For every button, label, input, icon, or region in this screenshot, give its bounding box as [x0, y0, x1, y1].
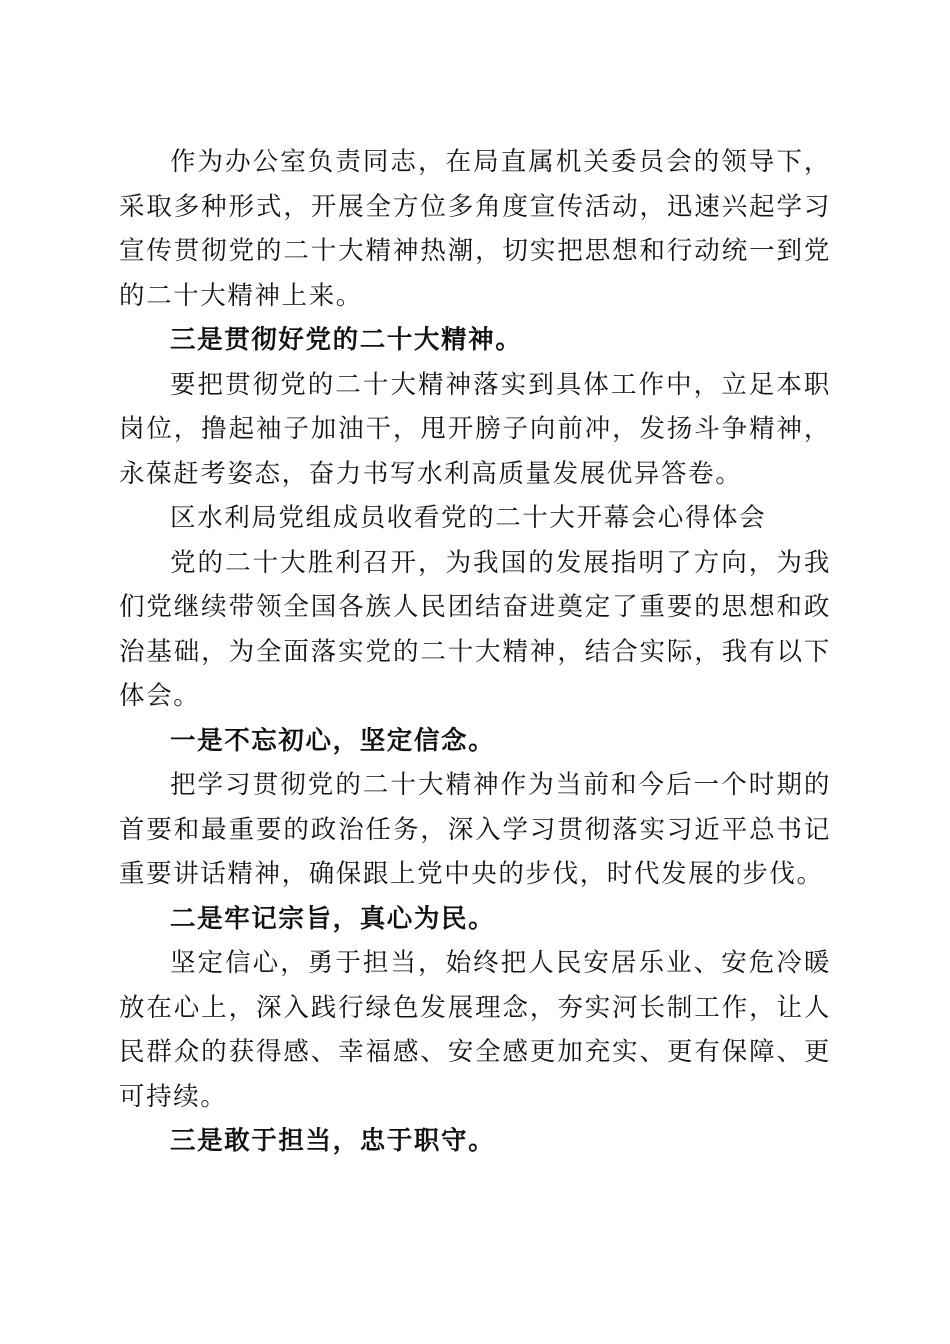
paragraph-people-wellbeing: 坚定信心，勇于担当，始终把人民安居乐业、安危冷暖放在心上，深入践行绿色发展理念，夯实河长制工作，让人民群众的获得感、幸福感、安全感更加充实、更有保障、更可持续。 — [119, 948, 831, 1112]
heading-serve-people: 二是牢记宗旨，真心为民。 — [170, 903, 496, 934]
heading-take-responsibility: 三是敢于担当，忠于职守。 — [170, 1126, 496, 1156]
heading-original-aspiration: 一是不忘初心，坚定信念。 — [170, 725, 496, 756]
paragraph-political-task: 把学习贯彻党的二十大精神作为当前和今后一个时期的首要和最重要的政治任务，深入学习贯彻落实习近平总书记重要讲话精神，确保跟上党中央的步伐，时代发展的步伐。 — [119, 770, 831, 889]
document-body — [119, 140, 831, 1164]
section-title-water-bureau: 区水利局党组成员收看党的二十大开幕会心得体会 — [170, 503, 767, 533]
paragraph-office-publicity: 作为办公室负责同志，在局直属机关委员会的领导下，采取多种形式，开展全方位多角度宣传活动，迅速兴起学习宣传贯彻党的二十大精神热潮，切实把思想和行动统一到党的二十大精神上来。 — [119, 147, 831, 311]
paragraph-congress-opening: 党的二十大胜利召开，为我国的发展指明了方向，为我们党继续带领全国各族人民团结奋进奠定了重要的思想和政治基础，为全面落实党的二十大精神，结合实际，我有以下体会。 — [119, 547, 831, 711]
heading-implement-spirit: 三是贯彻好党的二十大精神。 — [170, 325, 523, 355]
paragraph-implement-work: 要把贯彻党的二十大精神落实到具体工作中，立足本职岗位，撸起袖子加油干，甩开膀子向前冲，发扬斗争精神，永葆赶考姿态，奋力书写水利高质量发展优异答卷。 — [119, 369, 831, 489]
